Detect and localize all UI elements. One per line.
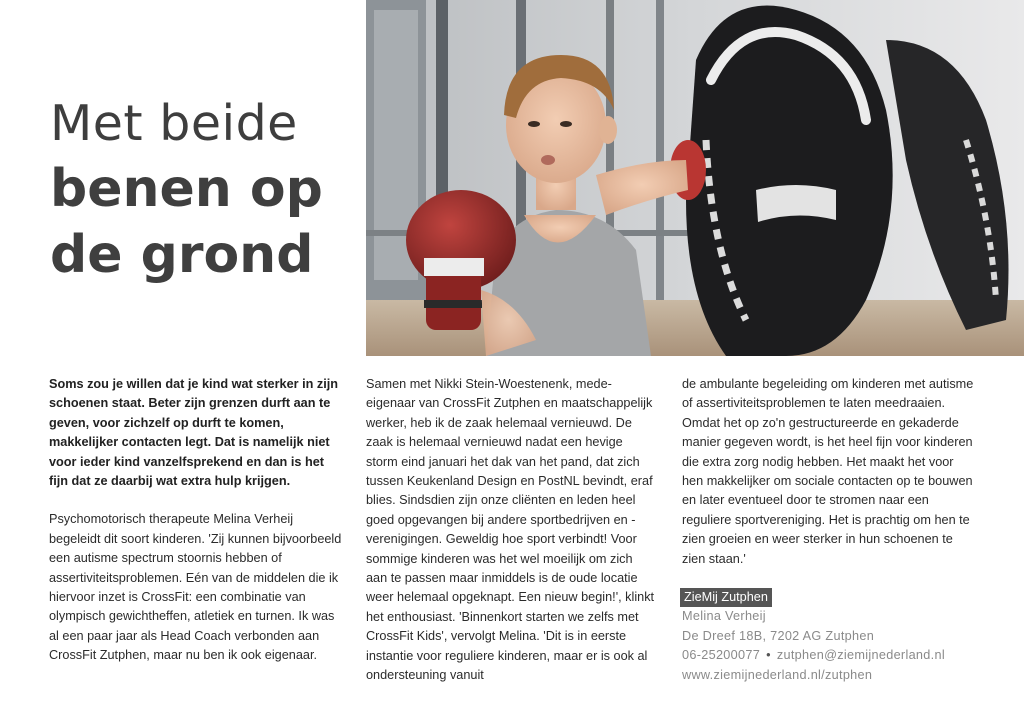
contact-email[interactable]: zutphen@ziemijnederland.nl [776, 648, 945, 663]
body-paragraph: de ambulante begeleiding om kinderen met autisme of assertiviteitsproblemen te laten meedraaien. Omdat het op zo'n gestructureerde en gekaderde manier gegeven wordt, is het heel fijn voor kinderen die extra zorg nodig hebben. Het maakt het voor hen makkelijker om sociale contacten op te bouwen en later eventueel door te stromen naar een reguliere sportvereniging. Het is prachtig om hen te zien groeien en weer sterker in hun schoenen te zien staan.' [682, 377, 974, 566]
separator-dot: • [766, 648, 771, 663]
title-bold-line-2: de grond [50, 225, 314, 285]
title-light-line: Met beide [50, 95, 298, 152]
brand-label: ZieMij Zutphen [680, 588, 772, 607]
boxing-photo-illustration [366, 0, 1024, 356]
text-column-3 [682, 375, 978, 685]
intro-paragraph: Soms zou je willen dat je kind wat sterker in zijn schoenen staat. Beter zijn grenzen durft aan te geven, voor zichzelf op durft te komen, makkelijker contacten legt. Dat is namelijk niet voor ieder kind vanzelfsprekend en dan is het fijn dat ze daarbij wat extra hulp krijgen. [49, 377, 339, 489]
title-bold-line-1: benen op [50, 159, 323, 219]
contact-block [682, 588, 978, 685]
boxing-photo [366, 0, 1024, 356]
body-paragraph: Samen met Nikki Stein-Woestenenk, mede-eigenaar van CrossFit Zutphen en maatschappelijk werker, heb ik de zaak helemaal vernieuwd. De zaak is helemaal vernieuwd nadat een hevige storm eind januari het dak van het pand, dat zich tussen Keukenland Design en PostNL bevindt, eraf blies. Sindsdien zijn onze cliënten en leden heel goed opgevangen bij andere sportbedrijven en -verenigingen. Geweldig hoe sport verbindt! Voor sommige kinderen was het wel moeilijk om zich aan te passen maar inmiddels is de oude locatie weer helemaal opgeknapt. Een nieuw begin!', klinkt het enthousiast. 'Binnenkort starten we zelfs met CrossFit Kids', vervolgt Melina. 'Dit is in eerste instantie voor reguliere kinderen, maar er is ook al ondersteuning vanuit [366, 377, 655, 683]
contact-website[interactable]: www.ziemijnederland.nl/zutphen [682, 667, 873, 682]
contact-name: Melina Verheij [682, 609, 766, 624]
contact-phone[interactable]: 06-25200077 [682, 648, 761, 663]
contact-phone-email [682, 646, 978, 665]
contact-address: De Dreef 18B, 7202 AG Zutphen [682, 628, 875, 643]
text-column-2 [366, 375, 656, 686]
body-paragraph: Psychomotorisch therapeute Melina Verheij begeleidt dit soort kinderen. 'Zij kunnen bijvoorbeeld een autisme spectrum stoornis hebben of assertiviteitsproblemen. Eén van de middelen die ik hiervoor inzet is CrossFit: een combinatie van olympisch gewichtheffen, atletiek en turnen. Ik was al een paar jaar als Head Coach verbonden aan CrossFit Zutphen, maar nu ben ik ook eigenaar. [49, 512, 342, 663]
article-title [50, 92, 360, 288]
text-column-1 [49, 375, 345, 666]
